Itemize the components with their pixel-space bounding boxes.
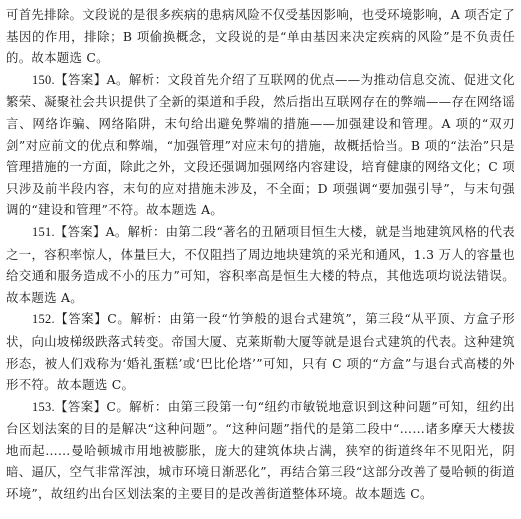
paragraph-text: 【答案】A。解析：由第二段“著名的丑陋项目恒生大楼，就是当地建筑风格的代表之一，容积率惊人，体量巨大，不仅阻挡了周边地块建筑的采光和通风，1.3 万人的容量也给交通和服务造成不小的压力”可知，容积率高是恒生大楼的特点，其他选项均说法错误。故本题选 A。: [6, 223, 515, 305]
question-number: 150.: [32, 72, 55, 87]
paragraph-150: [6, 69, 515, 221]
paragraph-text: 【答案】C。解析：由第三段第一句“纽约市敏锐地意识到这种问题”可知，纽约出台区划法案的目的是解决“这种问题”。“这种问题”指代的是第二段中“……诸多摩天大楼拔地而起……曼哈顿城市用地被膨胀，庞大的建筑体块占满，狭窄的街道终年不见阳光，阴暗、逼仄，空气非常浑浊，城市环境日渐恶化”，再结合第三段“这部分改善了曼哈顿的街道环境”，故纽约出台区划法案的主要目的是改善街道整体环境。故本题选 C。: [6, 398, 515, 502]
paragraph-149-tail: [6, 4, 515, 69]
paragraph-text: 可首先排除。文段说的是很多疾病的患病风险不仅受基因影响，也受环境影响，A 项否定了基因的作用，排除；B 项偷换概念，文段说的是“单由基因来决定疾病的风险”是不负责任的。故本题选 C。: [6, 7, 515, 66]
paragraph-152: [6, 308, 515, 395]
question-number: 153.: [32, 399, 55, 414]
paragraph-text: 【答案】A。解析：文段首先介绍了互联网的优点——为推动信息交流、促进文化繁荣、凝聚社会共识提供了全新的渠道和手段，然后指出互联网存在的弊端——存在网络谣言、网络诈骗、网络陷阱，末句给出避免弊端的措施——加强建设和管理。A 项的“双刃剑”对应前文的优点和弊端，“加强管理”对应末句的措施，故概括恰当。B 项的“法治”只是管理措施的一方面，除此之外，文段还强调加强网络内容建设，培育健康的网络文化；C 项只涉及前半段内容，末句的应对措施未涉及，不全面；D 项强调“要加强引导”，与末句强调的“建设和管理”不符。故本题选 A。: [6, 71, 515, 218]
paragraph-text: 【答案】C。解析：由第一段“竹笋般的退台式建筑”，第三段“从平顶、方盒子形状，向山坡梯级跌落式转变。帝国大厦、克莱斯勒大厦等就是退台式建筑的代表。这种建筑形态，被人们戏称为‘婚礼蛋糕’或‘巴比伦塔’”可知，只有 C 项的“方盒”与退台式高楼的外形不符。故本题选 C。: [6, 311, 515, 393]
paragraph-151: [6, 221, 515, 308]
paragraph-153: [6, 396, 515, 505]
question-number: 152.: [32, 312, 55, 327]
question-number: 151.: [32, 224, 55, 239]
